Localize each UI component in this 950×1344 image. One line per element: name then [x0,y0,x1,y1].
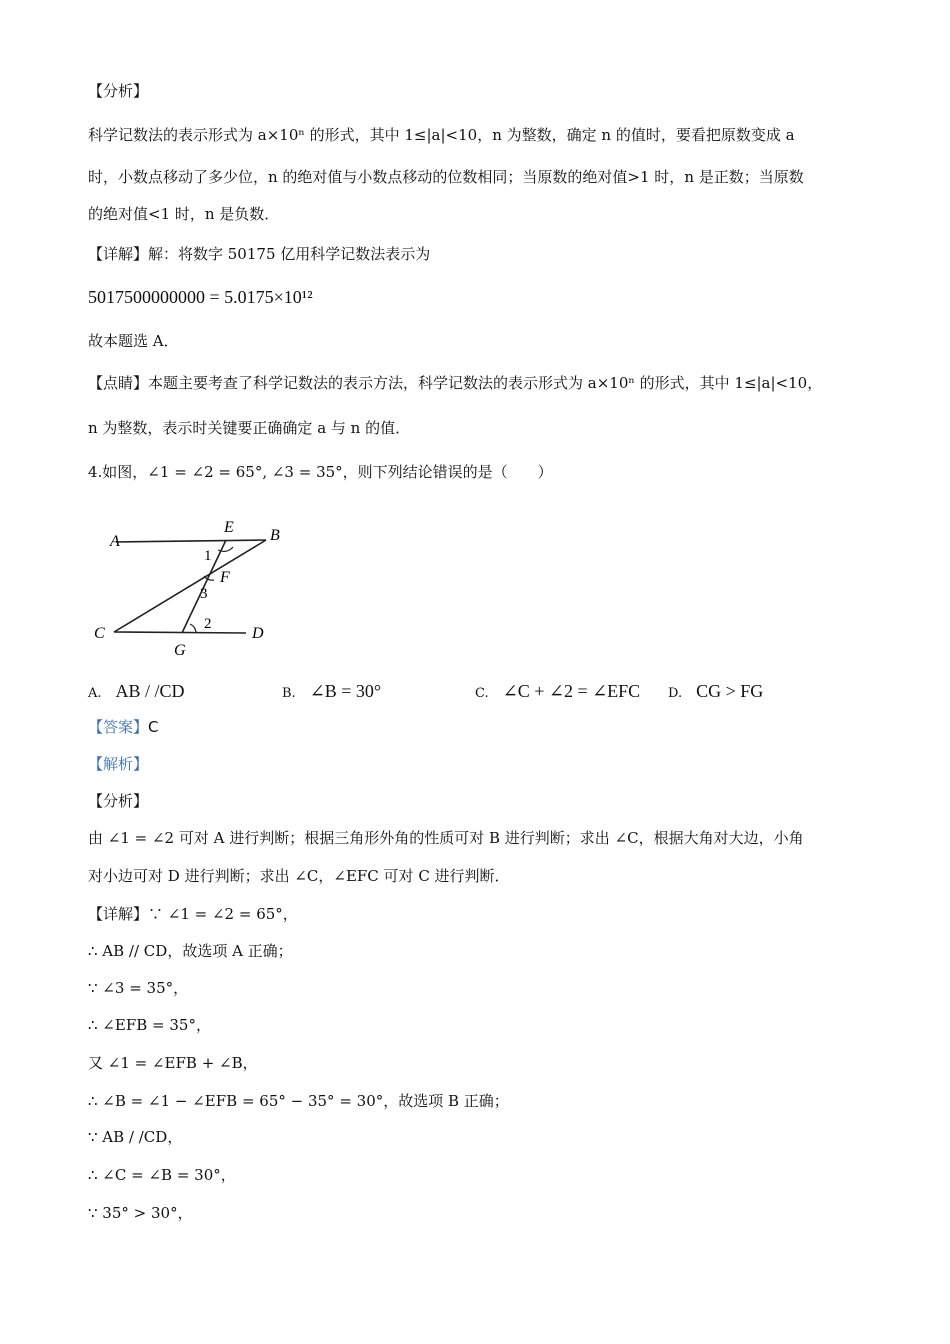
q4-detail-7: ∵ AB / /CD， [88,1128,183,1146]
option-b [282,680,381,705]
option-a-key: A. [88,686,102,701]
option-c-text: ∠C + ∠2 = ∠EFC [502,681,641,701]
option-d-text: CG > FG [696,681,764,701]
label-angle-3: 3 [200,586,208,602]
q4-detail-3: ∵ ∠3 = 35°， [88,979,189,997]
angle-1-arc [218,547,233,551]
label-f: F [220,569,230,586]
q4-detail-2: ∴ AB // CD，故选项 A 正确； [88,942,293,960]
label-b: B [270,527,280,544]
q4-detail-6: ∴ ∠B = ∠1 − ∠EFB = 65° − 35° = 30°，故选项 B 正确； [88,1092,509,1110]
label-a: A [110,533,120,550]
answer-tag: 【答案】 [88,718,149,736]
analysis-line-3: 的绝对值<1 时，n 是负数． [88,205,280,223]
option-b-text: ∠B = 30° [309,681,382,701]
label-c: C [94,625,105,642]
tip-line-2: n 为整数，表示时关键要正确确定 a 与 n 的值． [88,419,411,437]
line-ab [116,540,266,542]
question-4-stem: 4.如图，∠1 = ∠2 = 65°, ∠3 = 35°，则下列结论错误的是（ ） [88,463,553,481]
detail-line: 【详解】解：将数字 50175 亿用科学记数法表示为 [88,245,431,263]
tip-line-1: 【点睛】本题主要考查了科学记数法的表示方法，科学记数法的表示形式为 a×10ⁿ 的形式，其中 1≤|a|<10， [88,374,823,392]
option-c [475,680,640,705]
fenxi-tag: 【分析】 [88,792,149,810]
scientific-notation-equation: 5017500000000 = 5.0175×10¹² [88,287,313,307]
choice-line: 故本题选 A． [88,332,179,350]
label-angle-1: 1 [204,548,212,564]
analysis-line-2: 时，小数点移动了多少位，n 的绝对值与小数点移动的位数相同；当原数的绝对值>1 时，n 是正数；当原数 [88,168,804,186]
label-d: D [252,625,264,642]
q4-analysis-line-1: 由 ∠1 = ∠2 可对 A 进行判断；根据三角形外角的性质可对 B 进行判断；求出 ∠C，根据大角对大边，小角 [88,829,804,847]
line-bc [114,540,266,632]
q4-detail-8: ∴ ∠C = ∠B = 30°， [88,1166,236,1184]
label-angle-2: 2 [204,616,212,632]
option-a [88,680,185,705]
q4-detail-4: ∴ ∠EFB = 35°， [88,1016,211,1034]
option-c-key: C. [475,686,489,701]
angle-2-arc [190,624,196,633]
label-e: E [224,519,234,536]
option-d-key: D. [668,686,683,701]
option-d [668,680,763,705]
answer-line [88,716,159,738]
label-g: G [174,642,186,659]
q4-analysis-line-2: 对小边可对 D 进行判断；求出 ∠C，∠EFC 可对 C 进行判断． [88,867,510,885]
option-a-text: AB / /CD [115,681,185,701]
option-b-key: B. [282,686,296,701]
geometry-figure [86,510,306,660]
q4-detail-5: 又 ∠1 = ∠EFB + ∠B， [88,1054,258,1072]
line-cd [114,632,246,633]
answer-value: C [148,718,159,736]
section-tag-analysis: 【分析】 [88,82,149,100]
q4-detail-1: 【详解】∵ ∠1 = ∠2 = 65°， [88,905,298,923]
q4-detail-9: ∵ 35° > 30°， [88,1204,193,1222]
analysis-line-1: 科学记数法的表示形式为 a×10ⁿ 的形式，其中 1≤|a|<10，n 为整数，确定 n 的值时，要看把原数变成 a [88,126,795,144]
jiexi-tag: 【解析】 [88,755,149,773]
